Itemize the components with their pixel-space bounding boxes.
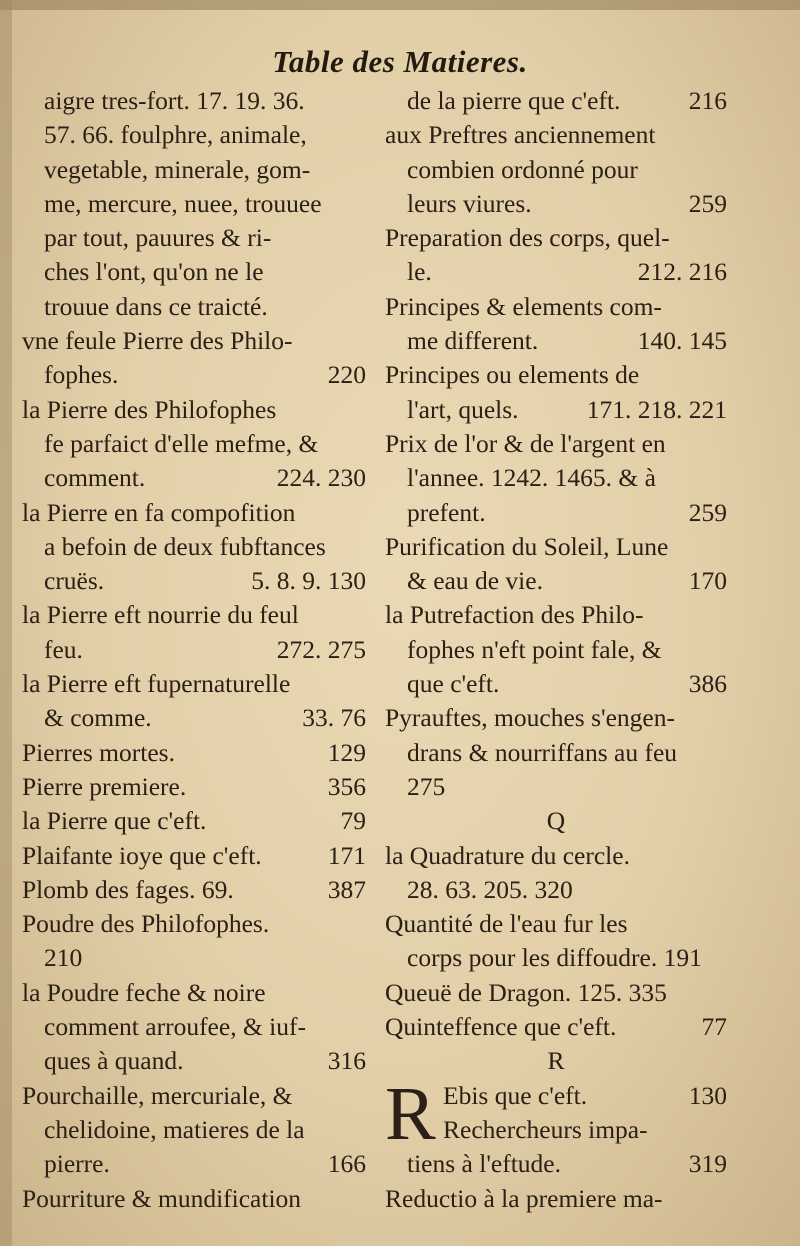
index-line-text: la Pierre que c'eft. xyxy=(22,806,207,836)
index-entry xyxy=(385,530,727,599)
index-entry xyxy=(22,873,366,907)
index-line-text: aigre tres-fort. 17. 19. 36. xyxy=(44,86,305,115)
index-line xyxy=(22,84,366,118)
index-line-text: 275 xyxy=(407,771,446,801)
index-line-text: Pourchaille, mercuriale, & xyxy=(22,1080,293,1110)
index-line-text: corps pour les diffoudre. 191 xyxy=(407,943,702,973)
index-line-text: feu. xyxy=(44,634,83,664)
index-line-text: fe parfaict d'elle mefme, & xyxy=(44,428,319,458)
index-entry xyxy=(385,907,727,976)
index-line xyxy=(22,633,366,667)
index-line xyxy=(443,1113,727,1147)
index-line xyxy=(22,667,366,701)
index-line xyxy=(22,496,366,530)
index-line-text: ches l'ont, qu'on ne le xyxy=(44,257,264,287)
index-entry xyxy=(385,1182,727,1216)
page-reference: 319 xyxy=(688,1149,727,1179)
index-line xyxy=(22,598,366,632)
index-entry xyxy=(385,701,727,804)
index-line xyxy=(22,1113,366,1147)
index-line-text: que c'eft. xyxy=(407,669,500,699)
page-reference: 356 xyxy=(327,771,366,801)
index-line xyxy=(443,1079,727,1113)
index-line-text: la Putrefaction des Philo- xyxy=(385,600,644,630)
index-line-text: & comme. xyxy=(44,703,152,733)
index-entry xyxy=(22,1182,366,1216)
index-line-text: Quinteffence que c'eft. xyxy=(385,1012,617,1042)
page-reference: 216 xyxy=(688,86,727,115)
index-line-text: 210 xyxy=(44,943,83,973)
page-reference: 259 xyxy=(688,188,727,218)
index-line xyxy=(385,564,727,598)
index-line-text: Quantité de l'eau fur les xyxy=(385,909,628,939)
index-line xyxy=(385,187,727,221)
page-reference: 387 xyxy=(327,874,366,904)
index-line xyxy=(385,290,727,324)
index-line xyxy=(22,461,366,495)
page-top-edge xyxy=(0,0,800,10)
index-entry xyxy=(22,1079,366,1182)
index-line-text: la Pierre en fa compofition xyxy=(22,497,296,527)
page-reference: 272. 275 xyxy=(276,634,366,664)
index-entry xyxy=(385,1010,727,1044)
index-line-text: la Poudre feche & noire xyxy=(22,977,266,1007)
index-line-text: me, mercure, nuee, trouuee xyxy=(44,188,322,218)
index-entry xyxy=(385,221,727,290)
index-line-text: Rechercheurs impa- xyxy=(443,1114,648,1144)
index-line-text: tiens à l'eftude. xyxy=(407,1149,561,1179)
index-line xyxy=(385,393,727,427)
index-line xyxy=(385,530,727,564)
index-line xyxy=(22,976,366,1010)
index-line-text: Queuë de Dragon. 125. 335 xyxy=(385,977,667,1007)
index-line-text: Principes ou elements de xyxy=(385,360,640,390)
page-reference: 212. 216 xyxy=(637,257,727,287)
index-line-text: chelidoine, matieres de la xyxy=(44,1114,305,1144)
index-line xyxy=(22,1079,366,1113)
index-line-text: le. xyxy=(407,257,432,287)
index-line xyxy=(385,1010,727,1044)
index-entry xyxy=(22,393,366,496)
index-line-text: Purification du Soleil, Lune xyxy=(385,531,669,561)
index-line-text: l'annee. 1242. 1465. & à xyxy=(407,463,656,493)
index-entry xyxy=(22,496,366,599)
index-line-text: vne feule Pierre des Philo- xyxy=(22,326,293,356)
index-line xyxy=(385,461,727,495)
index-line xyxy=(22,770,366,804)
index-line-text: 28. 63. 205. 320 xyxy=(407,874,573,904)
index-line-text: Plaifante ioye que c'eft. xyxy=(22,840,262,870)
index-line-text: la Pierre eft nourrie du feul xyxy=(22,600,299,630)
page-reference: 259 xyxy=(688,497,727,527)
index-line-text: Pierre premiere. xyxy=(22,771,187,801)
index-line-text: la Quadrature du cercle. xyxy=(385,840,630,870)
index-line xyxy=(22,1010,366,1044)
page-reference: 5. 8. 9. 130 xyxy=(251,566,366,596)
page-reference: 171 xyxy=(327,840,366,870)
page-reference: 220 xyxy=(327,360,366,390)
index-line-text: drans & nourriffans au feu xyxy=(407,737,678,767)
index-line xyxy=(385,118,727,152)
index-line xyxy=(385,427,727,461)
index-line xyxy=(22,907,366,941)
index-line xyxy=(385,736,727,770)
index-entry xyxy=(22,84,366,324)
index-line-text: par tout, pauures & ri- xyxy=(44,223,272,253)
index-line xyxy=(385,358,727,392)
index-line-text: de la pierre que c'eft. xyxy=(407,86,621,115)
index-line xyxy=(385,1182,727,1216)
index-line-text: Reductio à la premiere ma- xyxy=(385,1183,663,1213)
section-letter-text: R xyxy=(547,1046,565,1076)
index-line xyxy=(22,736,366,770)
index-line xyxy=(385,976,727,1010)
index-entry xyxy=(22,907,366,976)
index-line xyxy=(385,907,727,941)
index-line xyxy=(385,496,727,530)
index-entry xyxy=(385,839,727,908)
index-line-text: a befoin de deux fubftances xyxy=(44,531,326,561)
index-line-text: fophes. xyxy=(44,360,119,390)
index-entry xyxy=(22,770,366,804)
index-line xyxy=(385,324,727,358)
index-line xyxy=(385,770,727,804)
index-line xyxy=(22,255,366,289)
index-line xyxy=(22,187,366,221)
page-reference: 140. 145 xyxy=(637,326,727,356)
page-reference: 171. 218. 221 xyxy=(586,394,727,424)
index-line-text: & eau de vie. xyxy=(407,566,543,596)
index-line xyxy=(22,153,366,187)
index-entry xyxy=(22,804,366,838)
index-line-text: Ebis que c'eft. xyxy=(443,1080,588,1110)
index-line-text: Poudre des Philofophes. xyxy=(22,909,270,939)
index-line xyxy=(22,1147,366,1181)
section-letter xyxy=(385,804,727,838)
index-entry xyxy=(385,84,727,118)
index-line-text: 57. 66. foulphre, animale, xyxy=(44,120,307,150)
index-line-text: Plomb des fages. 69. xyxy=(22,874,234,904)
index-entry xyxy=(385,358,727,427)
index-line-text: pierre. xyxy=(44,1149,110,1179)
index-line xyxy=(22,393,366,427)
page-reference: 224. 230 xyxy=(276,463,366,493)
dropcap-block xyxy=(385,1071,727,1156)
index-line-text: cruës. xyxy=(44,566,105,596)
index-line xyxy=(385,941,727,975)
index-entry xyxy=(385,427,727,530)
index-line xyxy=(22,839,366,873)
index-line-text: Pyrauftes, mouches s'engen- xyxy=(385,703,675,733)
index-entry xyxy=(22,667,366,736)
index-line xyxy=(385,667,727,701)
index-entry xyxy=(385,976,727,1010)
index-entry xyxy=(22,736,366,770)
page-reference: 77 xyxy=(701,1012,727,1042)
index-line xyxy=(385,1147,727,1181)
index-entry xyxy=(22,839,366,873)
index-line-text: Pierres mortes. xyxy=(22,737,175,767)
index-entry xyxy=(385,598,727,701)
index-entry xyxy=(22,598,366,667)
index-line-text: ques à quand. xyxy=(44,1046,184,1076)
index-line-text: Preparation des corps, quel- xyxy=(385,223,670,253)
index-line xyxy=(385,633,727,667)
section-letter-text: Q xyxy=(546,806,566,836)
index-line xyxy=(22,1044,366,1078)
index-line xyxy=(22,804,366,838)
index-entry xyxy=(22,324,366,393)
page-reference: 129 xyxy=(327,737,366,767)
index-line xyxy=(22,701,366,735)
running-header: Table des Matieres. xyxy=(272,44,528,79)
index-line-text: comment. xyxy=(44,463,146,493)
index-line-text: combien ordonné pour xyxy=(407,154,638,184)
index-line xyxy=(385,84,727,118)
index-line-text: me different. xyxy=(407,326,539,356)
index-line xyxy=(22,873,366,907)
index-line xyxy=(385,839,727,873)
page-left-edge xyxy=(0,0,12,1246)
index-line-text: la Pierre eft fupernaturelle xyxy=(22,669,291,699)
index-entry xyxy=(385,290,727,359)
right-column xyxy=(385,84,727,1216)
drop-capital: R xyxy=(385,1071,436,1156)
index-line xyxy=(22,530,366,564)
index-line-text: fophes n'eft point fale, & xyxy=(407,634,662,664)
index-line xyxy=(385,255,727,289)
page-reference: 33. 76 xyxy=(302,703,366,733)
page-reference: 166 xyxy=(327,1149,366,1179)
index-line-text: vegetable, minerale, gom- xyxy=(44,154,311,184)
index-line xyxy=(385,153,727,187)
index-line xyxy=(22,358,366,392)
index-line-text: Principes & elements com- xyxy=(385,291,662,321)
index-line xyxy=(385,873,727,907)
page-reference: 170 xyxy=(688,566,727,596)
index-line-text: l'art, quels. xyxy=(407,394,519,424)
index-entry xyxy=(22,976,366,1079)
page-reference: 130 xyxy=(688,1080,727,1110)
index-line xyxy=(22,564,366,598)
left-column xyxy=(22,84,366,1216)
index-line xyxy=(385,221,727,255)
index-line-text: Prix de l'or & de l'argent en xyxy=(385,428,666,458)
index-line-text: leurs viures. xyxy=(407,188,532,218)
index-line-text: Pourriture & mundification xyxy=(22,1183,302,1213)
index-line-text: prefent. xyxy=(407,497,486,527)
index-line xyxy=(22,324,366,358)
index-line-text: trouue dans ce traicté. xyxy=(44,291,268,321)
section-letter xyxy=(385,1044,727,1078)
index-entry-dropcap xyxy=(385,1071,727,1182)
page-reference: 316 xyxy=(327,1046,366,1076)
page-reference: 79 xyxy=(340,806,366,836)
page-reference: 386 xyxy=(688,669,727,699)
index-line-text: aux Preftres anciennement xyxy=(385,120,656,150)
index-line xyxy=(22,290,366,324)
index-line xyxy=(22,941,366,975)
index-line-text: comment arroufee, & iuf- xyxy=(44,1012,306,1042)
index-line xyxy=(385,701,727,735)
index-line xyxy=(22,221,366,255)
index-entry xyxy=(385,118,727,221)
index-line xyxy=(22,118,366,152)
index-line xyxy=(22,427,366,461)
index-line-text: la Pierre des Philofophes xyxy=(22,394,277,424)
index-line xyxy=(385,598,727,632)
index-line xyxy=(22,1182,366,1216)
